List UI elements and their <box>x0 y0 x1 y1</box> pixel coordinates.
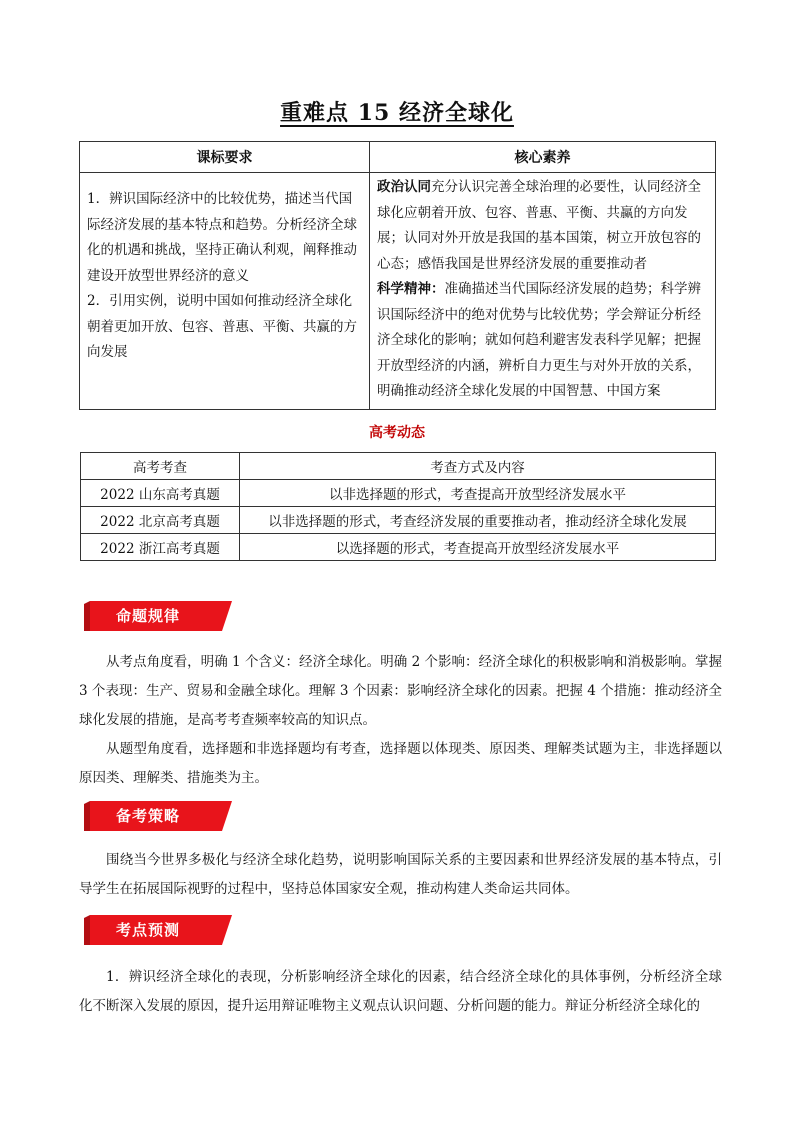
page-title: 重难点 15 经济全球化 <box>280 100 514 126</box>
section-banner <box>84 800 234 832</box>
banner-label: 命题规律 <box>115 607 180 625</box>
exam-cell: 2022 浙江高考真题 <box>81 534 240 561</box>
table-row <box>81 480 716 507</box>
body-paragraph: 从考点角度看，明确 1 个含义：经济全球化。明确 2 个影响：经济全球化的积极影响和消极影响。掌握 3 个表现：生产、贸易和金融全球化。理解 3 个因素：影响经济全球化的因素。把握 4 个措施：推动经济全球化发展的措施，是高考考查频率较高的知识点。 <box>79 654 722 728</box>
exam-section-title: 高考动态 <box>369 425 425 441</box>
requirement-item: 2．引用实例，说明中国如何推动经济全球化朝着更加开放、包容、普惠、平衡、共赢的方向发展 <box>87 293 357 360</box>
curriculum-requirements-cell <box>80 173 370 410</box>
banner-label: 备考策略 <box>115 807 180 825</box>
section-banner <box>84 914 234 946</box>
exam-table <box>80 452 716 561</box>
table-row <box>81 507 716 534</box>
exam-cell: 以非选择题的形式，考查提高开放型经济发展水平 <box>240 480 716 507</box>
literacy-item: 政治认同充分认识完善全球治理的必要性，认同经济全球化应朝着开放、包容、普惠、平衡、共赢的方向发展；认同对外开放是我国的基本国策，树立开放包容的心态；感悟我国是世界经济发展的重要推动者 <box>377 179 701 272</box>
core-literacy-cell <box>370 173 716 410</box>
banner-label: 考点预测 <box>115 921 180 939</box>
exam-cell: 2022 北京高考真题 <box>81 507 240 534</box>
header-curriculum: 课标要求 <box>80 142 370 173</box>
exam-cell: 2022 山东高考真题 <box>81 480 240 507</box>
exam-header: 高考考查 <box>81 453 240 480</box>
exam-header: 考查方式及内容 <box>240 453 716 480</box>
exam-cell: 以非选择题的形式，考查经济发展的重要推动者，推动经济全球化发展 <box>240 507 716 534</box>
body-paragraph: 1．辨识经济全球化的表现，分析影响经济全球化的因素，结合经济全球化的具体事例，分析经济全球化不断深入发展的原因，提升运用辩证唯物主义观点认识问题、分析问题的能力。辩证分析经济全球化的 <box>79 969 722 1014</box>
literacy-label: 政治认同 <box>377 179 431 195</box>
section-banner <box>84 600 234 632</box>
literacy-item: 科学精神：准确描述当代国际经济发展的趋势；科学辨识国际经济中的绝对优势与比较优势；学会辩证分析经济全球化的影响；就如何趋利避害发表科学见解；把握开放型经济的内涵，辨析自力更生与对外开放的关系，明确推动经济全球化发展的中国智慧、中国方案 <box>377 281 701 399</box>
body-paragraph: 围绕当今世界多极化与经济全球化趋势，说明影响国际关系的主要因素和世界经济发展的基本特点，引导学生在拓展国际视野的过程中，坚持总体国家安全观，推动构建人类命运共同体。 <box>79 852 722 897</box>
literacy-label: 科学精神： <box>377 281 445 297</box>
requirement-item: 1．辨识国际经济中的比较优势，描述当代国际经济发展的基本特点和趋势。分析经济全球化的机遇和挑战，坚持正确认利观，阐释推动建设开放型世界经济的意义 <box>87 191 357 284</box>
table-row <box>81 534 716 561</box>
exam-cell: 以选择题的形式，考查提高开放型经济发展水平 <box>240 534 716 561</box>
body-paragraph: 从题型角度看，选择题和非选择题均有考查，选择题以体现类、原因类、理解类试题为主，非选择题以原因类、理解类、措施类为主。 <box>79 741 722 786</box>
requirements-table <box>79 141 716 410</box>
header-core-literacy: 核心素养 <box>370 142 716 173</box>
